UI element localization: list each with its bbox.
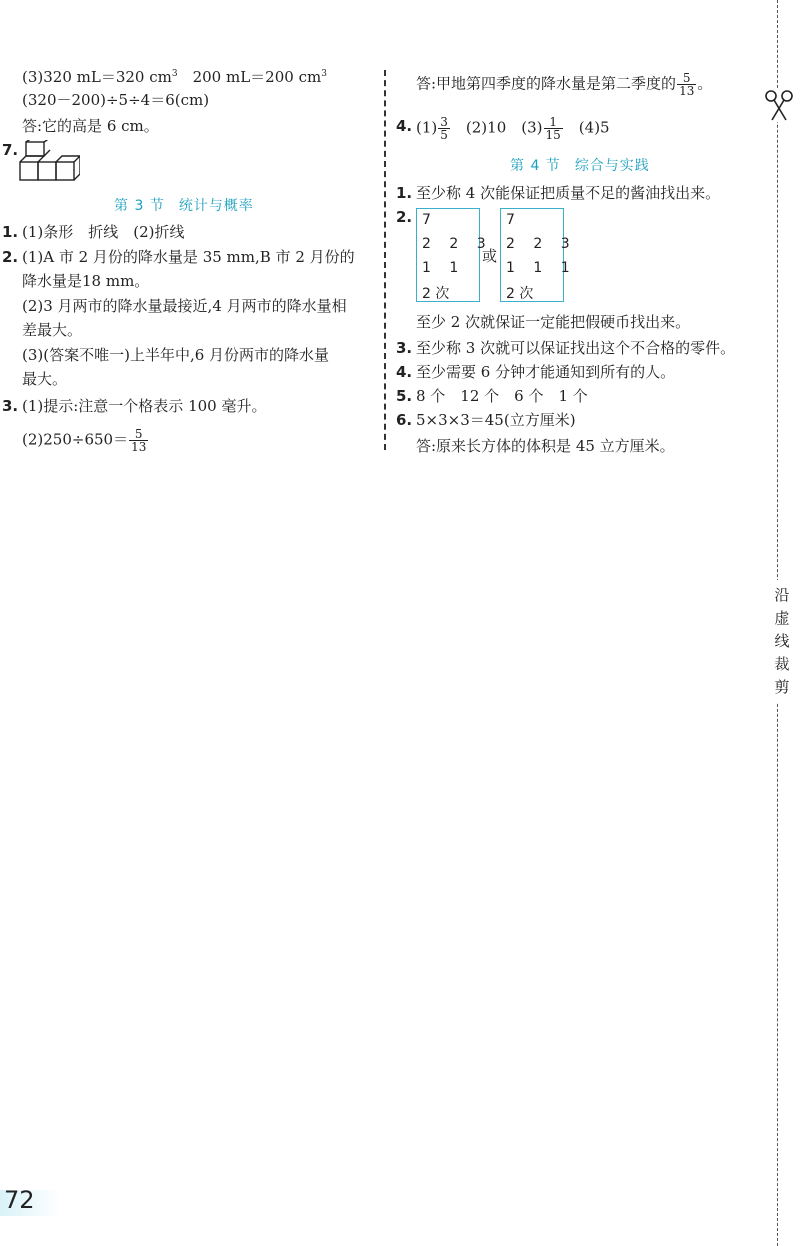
answer-text: (3)320 mL＝320 cm <box>22 68 172 86</box>
answer-line <box>22 64 327 87</box>
fraction <box>544 116 563 141</box>
answer-line: 答:原来长方体的体积是 45 立方厘米。 <box>416 437 675 455</box>
cube-stack-icon <box>18 140 80 184</box>
answer-text: (2)10 (3) <box>465 118 543 137</box>
fraction-denominator: 15 <box>545 128 561 142</box>
question-number: 5. <box>396 387 413 405</box>
cut-char: 裁 <box>774 655 790 673</box>
question-number: 3. <box>396 339 413 357</box>
fraction-numerator: 3 <box>440 115 448 129</box>
fraction <box>438 116 450 141</box>
weighing-box <box>416 208 486 302</box>
answer-line: 差最大。 <box>22 321 83 339</box>
fraction <box>129 428 148 453</box>
answer-line: 5×3×3＝45(立方厘米) <box>416 411 576 429</box>
answer-line: 降水量是18 mm。 <box>22 272 150 290</box>
box-row: 2 2 3 <box>506 236 570 252</box>
answer-line: (1)条形 折线 (2)折线 <box>22 223 185 241</box>
answer-line: (320－200)÷5÷4＝6(cm) <box>22 91 210 109</box>
cut-char: 剪 <box>774 678 790 696</box>
answer-line: 至少称 4 次能保证把质量不足的酱油找出来。 <box>416 184 721 202</box>
fraction-numerator: 1 <box>544 116 563 129</box>
fraction-denominator: 13 <box>131 440 147 454</box>
section-number: 第 4 节 <box>510 158 561 174</box>
box-row: 2 2 3 <box>422 236 486 252</box>
answer-text: 。 <box>697 74 713 93</box>
answer-line: 至少需要 6 分钟才能通知到所有的人。 <box>416 363 676 381</box>
answer-line: 至少 2 次就保证一定能把假硬币找出来。 <box>416 313 691 331</box>
question-number: 4. <box>396 363 413 381</box>
box-row: 7 <box>422 212 431 228</box>
box-row: 1 1 <box>422 260 459 276</box>
cut-char: 虚 <box>774 609 790 627</box>
question-number: 4. <box>396 117 413 135</box>
answer-text: (1) <box>416 118 438 137</box>
fraction-denominator: 13 <box>679 84 695 98</box>
fraction-numerator: 5 <box>129 428 148 441</box>
superscript: 3 <box>171 69 178 79</box>
answer-text: 200 mL＝200 cm <box>177 68 322 86</box>
question-number: 1. <box>2 223 19 241</box>
scissors-icon <box>764 88 794 122</box>
answer-line: 至少称 3 次就可以保证找出这个不合格的零件。 <box>416 339 736 357</box>
answer-line: (1)提示:注意一个格表示 100 毫升。 <box>22 397 267 415</box>
box-row: 7 <box>506 212 515 228</box>
answer-line <box>22 428 149 453</box>
answer-line: (2)3 月两市的降水量最接近,4 月两市的降水量相 <box>22 297 347 315</box>
answer-line: 答:它的高是 6 cm。 <box>22 117 159 135</box>
question-number: 2. <box>2 248 19 266</box>
question-number: 1. <box>396 184 413 202</box>
section-title: 综合与实践 <box>574 158 650 174</box>
fraction <box>677 72 696 97</box>
superscript: 3 <box>321 69 327 79</box>
cut-instruction <box>772 580 792 703</box>
box-row: 2 次 <box>506 286 534 302</box>
answer-line: 8 个 12 个 6 个 1 个 <box>416 387 588 405</box>
answer-line <box>416 72 712 97</box>
fraction-denominator: 5 <box>440 128 448 142</box>
section-heading <box>114 195 268 215</box>
question-number: 3. <box>2 397 19 415</box>
answer-text: 答:甲地第四季度的降水量是第二季度的 <box>416 74 677 93</box>
answer-line: 最大。 <box>22 370 68 388</box>
section-title: 统计与概率 <box>178 198 254 214</box>
answer-text: (2)250÷650＝ <box>22 430 129 449</box>
weighing-box <box>500 208 570 302</box>
page-number: 72 <box>4 1186 35 1214</box>
answer-text: (4)5 <box>578 118 610 137</box>
box-row: 2 次 <box>422 286 450 302</box>
question-number: 7. <box>2 141 19 159</box>
column-divider <box>384 70 386 450</box>
section-number: 第 3 节 <box>114 198 165 214</box>
or-label: 或 <box>482 247 498 265</box>
answer-line: (1)A 市 2 月份的降水量是 35 mm,B 市 2 月份的 <box>22 248 355 266</box>
section-heading <box>510 155 664 175</box>
cut-char: 沿 <box>774 586 790 604</box>
box-row: 1 1 1 <box>506 260 570 276</box>
cut-char: 线 <box>774 632 790 650</box>
question-number: 6. <box>396 411 413 429</box>
question-number: 2. <box>396 208 413 226</box>
fraction-numerator: 5 <box>677 72 696 85</box>
answer-line <box>416 116 610 141</box>
answer-line: (3)(答案不唯一)上半年中,6 月份两市的降水量 <box>22 346 330 364</box>
